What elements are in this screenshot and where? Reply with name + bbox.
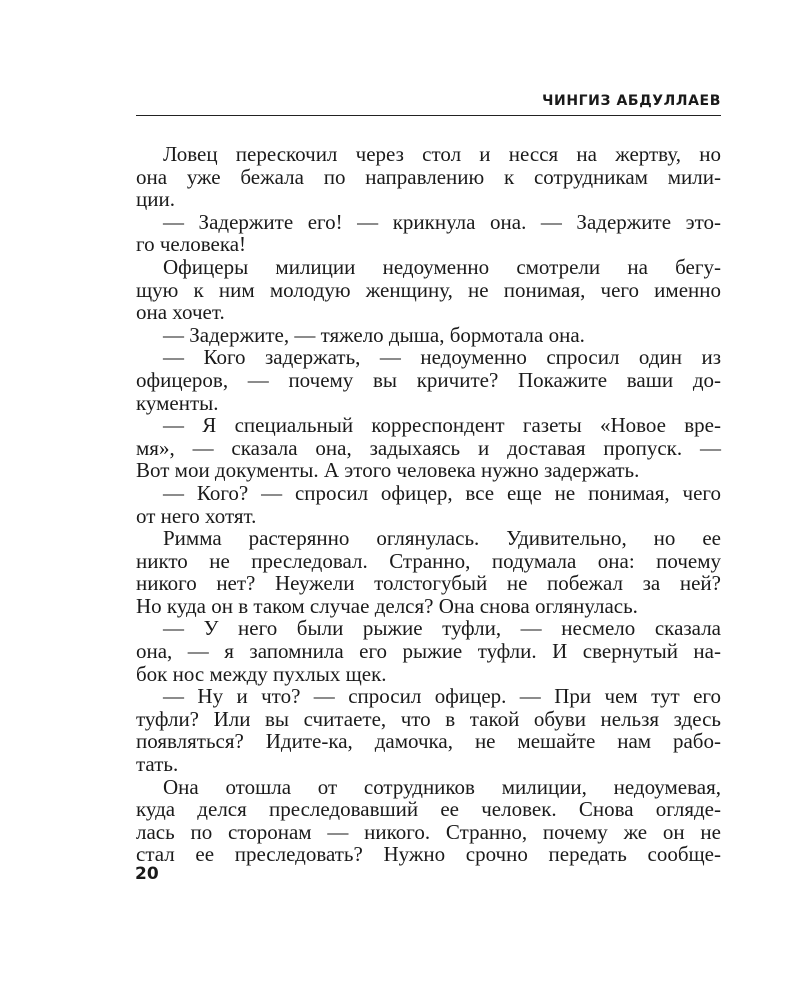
- text-line: кументы.: [136, 390, 219, 415]
- page-number: 20: [135, 864, 159, 884]
- text-line: лась по сторонам — никого. Странно, почему же он не: [136, 819, 721, 844]
- text-line: от него хотят.: [136, 503, 257, 528]
- text-line: туфли? Или вы считаете, что в такой обуви нельзя здесь: [136, 706, 721, 731]
- text-line: Она отошла от сотрудников милиции, недоумевая,: [163, 774, 721, 799]
- text-line: тать.: [136, 752, 179, 777]
- text-line: она хочет.: [136, 300, 225, 325]
- text-line: она уже бежала по направлению к сотрудникам мили-: [136, 164, 721, 189]
- running-head: ЧИНГИЗ АБДУЛЛАЕВ: [542, 93, 721, 109]
- text-line: никто не преследовал. Странно, подумала она: почему: [136, 548, 721, 573]
- text-line: офицеров, — почему вы кричите? Покажите ваши до-: [136, 367, 721, 392]
- text-line: — Задержите, — тяжело дыша, бормотала она.: [163, 322, 585, 347]
- header-rule: [136, 115, 721, 116]
- text-line: — Кого задержать, — недоуменно спросил один из: [163, 345, 721, 370]
- text-line: ции.: [136, 187, 175, 212]
- text-line: Римма растерянно оглянулась. Удивительно, но ее: [163, 526, 721, 551]
- text-line: стал ее преследовать? Нужно срочно передать сообще-: [136, 842, 721, 867]
- text-line: — Ну и что? — спросил офицер. — При чем тут его: [163, 684, 721, 709]
- text-line: Офицеры милиции недоуменно смотрели на бегу-: [163, 254, 721, 279]
- text-line: — У него были рыжие туфли, — несмело сказала: [163, 616, 721, 641]
- text-line: Но куда он в таком случае делся? Она снова оглянулась.: [136, 593, 638, 618]
- text-line: Ловец перескочил через стол и несся на жертву, но: [163, 142, 721, 166]
- text-line: го человека!: [136, 232, 247, 257]
- text-line: она, — я запомнила его рыжие туфли. И свернутый на-: [136, 639, 721, 664]
- body-text: [136, 143, 721, 866]
- text-line: — Кого? — спросил офицер, все еще не понимая, чего: [163, 480, 721, 505]
- text-line: — Задержите его! — крикнула она. — Задержите это-: [163, 209, 721, 234]
- text-line: мя», — сказала она, задыхаясь и доставая пропуск. —: [136, 435, 721, 460]
- text-line: — Я специальный корреспондент газеты «Новое вре-: [163, 413, 721, 438]
- text-line: щую к ним молодую женщину, не понимая, чего именно: [136, 277, 721, 302]
- text-line: бок нос между пухлых щек.: [136, 661, 387, 686]
- text-line: никого нет? Неужели толстогубый не побежал за ней?: [136, 571, 721, 596]
- text-line: куда делся преследовавший ее человек. Снова огляде-: [136, 797, 721, 822]
- text-line: появляться? Идите-ка, дамочка, не мешайте нам рабо-: [136, 729, 721, 754]
- text-line: Вот мои документы. А этого человека нужно задержать.: [136, 458, 640, 483]
